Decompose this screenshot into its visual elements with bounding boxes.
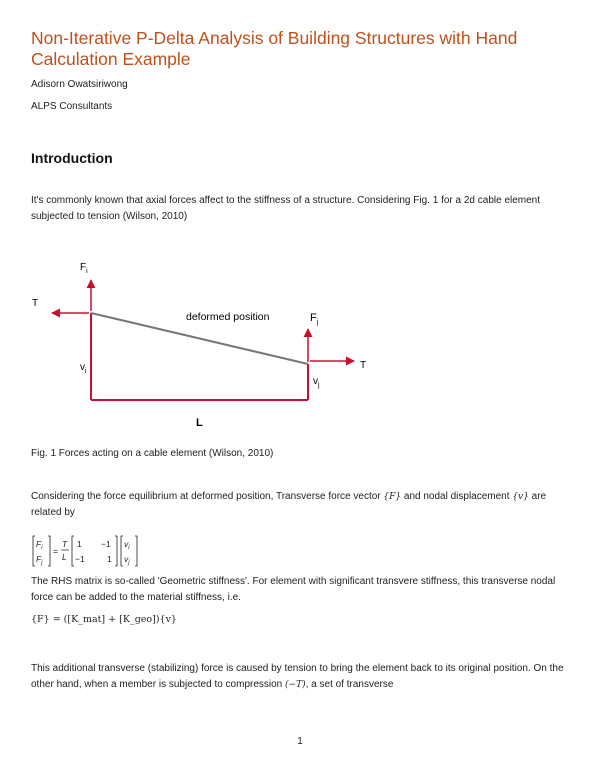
- combined-stiffness-equation: {F} = ([K_mat] + [K_geo]){v}: [31, 614, 177, 625]
- intro-paragraph: It's commonly known that axial forces affect to the stiffness of a structure. Considering Fig. 1 for a 2d cable element subjected to tension (Wilson, 2010): [31, 195, 541, 222]
- figure-caption: Fig. 1 Forces acting on a cable element (Wilson, 2010): [31, 448, 274, 459]
- label-deformed-position: deformed position: [186, 311, 270, 323]
- label-T-right: T: [360, 360, 367, 371]
- svg-text:−1: −1: [75, 554, 85, 564]
- svg-text:Fi: $F_i$: [36, 539, 43, 551]
- svg-text:=: =: [53, 546, 58, 556]
- label-L: L: [196, 417, 203, 429]
- svg-text:vj: $v_j$: [124, 554, 130, 566]
- symbol-minus-T: (−T): [285, 680, 306, 690]
- paragraph-equilibrium: Considering the force equilibrium at deformed position, Transverse force vector {F} and nodal displacement {v} are related by: [31, 491, 547, 518]
- author-name: Adisorn Owatsiriwong: [31, 79, 128, 90]
- svg-text:−1: −1: [101, 539, 111, 549]
- cable-element-figure: [0, 250, 600, 440]
- svg-text:vi: $v_i$: [124, 539, 130, 551]
- paragraph-geometric-stiffness: The RHS matrix is so-called 'Geometric stiffness'. For element with significant transvere stiffness, this transverse nodal force can be added to the material stiffness, i.e.: [31, 576, 556, 603]
- label-vi: $v_i$: [80, 362, 87, 375]
- svg-text:L: L: [62, 552, 67, 562]
- svg-text:T: T: [62, 539, 68, 549]
- symbol-v-vector: {v}: [512, 492, 529, 502]
- page-number: 1: [297, 736, 303, 747]
- label-Fj: $F_j$: [310, 312, 319, 326]
- svg-text:Fj: $F_j$: [36, 554, 43, 566]
- svg-text:1: 1: [107, 554, 112, 564]
- geometric-stiffness-equation: [31, 534, 151, 568]
- affiliation: ALPS Consultants: [31, 101, 113, 112]
- label-T-left: T: [32, 298, 39, 309]
- svg-text:1: 1: [77, 539, 82, 549]
- label-vj: $v_j$: [313, 376, 320, 389]
- paper-title: Non-Iterative P-Delta Analysis of Building Structures with Hand Calculation Example: [31, 28, 518, 69]
- symbol-F-vector: {F}: [383, 492, 402, 502]
- label-Fi: $F_i$: [80, 262, 88, 275]
- paragraph-stabilizing-force: This additional transverse (stabilizing) force is caused by tension to bring the element back to its original position. On the other hand, when a member is subjected to compression (−T), a set of transverse: [31, 663, 564, 690]
- section-heading-introduction: Introduction: [31, 150, 113, 166]
